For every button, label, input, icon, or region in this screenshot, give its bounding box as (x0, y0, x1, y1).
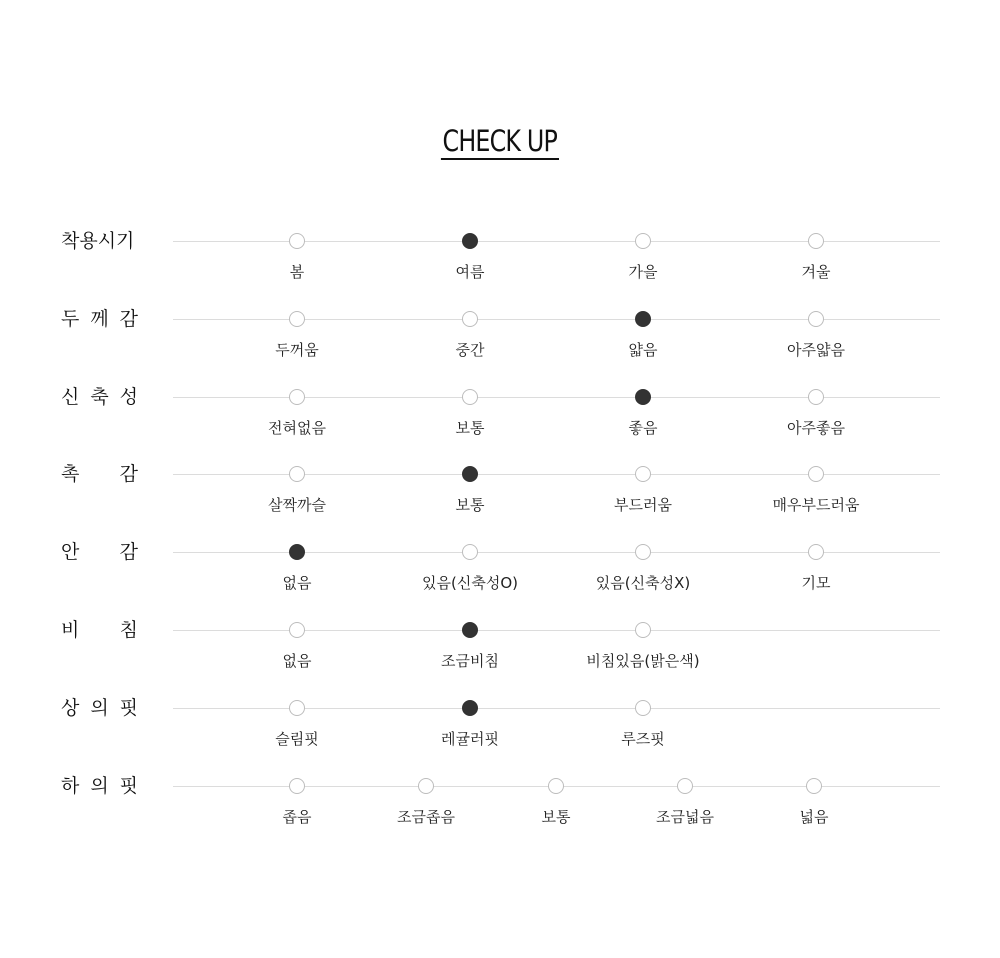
option-label: 아주얇음 (787, 341, 845, 359)
radio-dot[interactable] (289, 778, 305, 794)
option-label: 보통 (455, 496, 485, 514)
row-label (61, 385, 138, 409)
radio-dot-selected[interactable] (635, 389, 651, 405)
radio-dot[interactable] (462, 389, 478, 405)
radio-dot[interactable] (808, 544, 824, 560)
option-label: 없음 (282, 574, 312, 592)
row-label-part: 비 (61, 619, 80, 641)
check-row (0, 541, 1000, 612)
option-label: 전혀없음 (268, 419, 326, 437)
option-label: 여름 (455, 263, 485, 281)
radio-dot[interactable] (289, 622, 305, 638)
option-label: 조금좁음 (397, 808, 455, 826)
radio-dot[interactable] (635, 233, 651, 249)
row-label (61, 696, 138, 720)
option-label: 보통 (455, 419, 485, 437)
check-row (0, 697, 1000, 768)
row-label-part: 의 (90, 775, 109, 797)
radio-dot[interactable] (808, 233, 824, 249)
row-label-part: 핏 (119, 697, 138, 719)
check-row (0, 619, 1000, 690)
row-label (61, 229, 138, 253)
row-label (61, 540, 138, 564)
check-up-title: CHECK UP (442, 124, 558, 158)
row-label-part: 핏 (119, 775, 138, 797)
row-label-part: 감 (119, 308, 138, 330)
radio-dot[interactable] (808, 311, 824, 327)
radio-dot-selected[interactable] (462, 466, 478, 482)
option-label: 레귤러핏 (441, 730, 499, 748)
option-label: 조금비침 (441, 652, 499, 670)
radio-dot[interactable] (289, 389, 305, 405)
check-row (0, 386, 1000, 457)
option-label: 있음(신축성O) (422, 574, 518, 592)
row-label-part: 상 (61, 697, 80, 719)
radio-dot-selected[interactable] (635, 311, 651, 327)
radio-dot-selected[interactable] (289, 544, 305, 560)
option-label: 매우부드러움 (772, 496, 860, 514)
check-row (0, 308, 1000, 379)
radio-dot[interactable] (635, 544, 651, 560)
option-label: 슬림핏 (275, 730, 319, 748)
option-label: 조금넓음 (656, 808, 714, 826)
option-label: 보통 (541, 808, 571, 826)
radio-dot[interactable] (289, 466, 305, 482)
check-row (0, 463, 1000, 534)
row-label-part: 신 (61, 386, 80, 408)
row-label-part: 침 (119, 619, 138, 641)
row-label-part: 감 (119, 463, 138, 485)
radio-dot[interactable] (635, 622, 651, 638)
radio-dot[interactable] (289, 311, 305, 327)
option-label: 루즈핏 (621, 730, 665, 748)
row-label-part: 하 (61, 775, 80, 797)
option-label: 아주좋음 (787, 419, 845, 437)
option-label: 비침있음(밝은색) (586, 652, 700, 670)
radio-dot[interactable] (635, 466, 651, 482)
row-label-part: 께 (90, 308, 109, 330)
radio-dot[interactable] (462, 311, 478, 327)
option-label: 기모 (801, 574, 831, 592)
option-label: 중간 (455, 341, 485, 359)
row-label-part: 성 (119, 386, 138, 408)
row-label (61, 774, 138, 798)
radio-dot-selected[interactable] (462, 622, 478, 638)
option-label: 넓음 (799, 808, 829, 826)
radio-dot[interactable] (677, 778, 693, 794)
radio-dot[interactable] (548, 778, 564, 794)
radio-dot[interactable] (808, 389, 824, 405)
row-label (61, 618, 138, 642)
radio-dot[interactable] (289, 700, 305, 716)
option-label: 좋음 (628, 419, 658, 437)
check-up-title-wrap (0, 124, 1000, 160)
radio-dot-selected[interactable] (462, 233, 478, 249)
option-label: 얇음 (628, 341, 658, 359)
row-label (61, 307, 138, 331)
row-label-part: 감 (119, 541, 138, 563)
radio-dot[interactable] (289, 233, 305, 249)
option-label: 살짝까슬 (268, 496, 326, 514)
radio-dot[interactable] (635, 700, 651, 716)
option-label: 두꺼움 (275, 341, 319, 359)
option-label: 가을 (628, 263, 658, 281)
row-label-part: 축 (90, 386, 109, 408)
radio-dot-selected[interactable] (462, 700, 478, 716)
row-label (61, 462, 138, 486)
row-label-part: 착용시기 (61, 230, 135, 252)
option-label: 있음(신축성X) (595, 574, 691, 592)
option-label: 봄 (289, 263, 305, 281)
row-label-part: 촉 (61, 463, 80, 485)
row-label-part: 의 (90, 697, 109, 719)
option-label: 좁음 (282, 808, 312, 826)
option-label: 없음 (282, 652, 312, 670)
option-label: 부드러움 (614, 496, 672, 514)
option-label: 겨울 (801, 263, 831, 281)
row-label-part: 두 (61, 308, 80, 330)
radio-dot[interactable] (806, 778, 822, 794)
check-row (0, 775, 1000, 846)
radio-dot[interactable] (808, 466, 824, 482)
row-label-part: 안 (61, 541, 80, 563)
radio-dot[interactable] (418, 778, 434, 794)
radio-dot[interactable] (462, 544, 478, 560)
check-row (0, 230, 1000, 301)
